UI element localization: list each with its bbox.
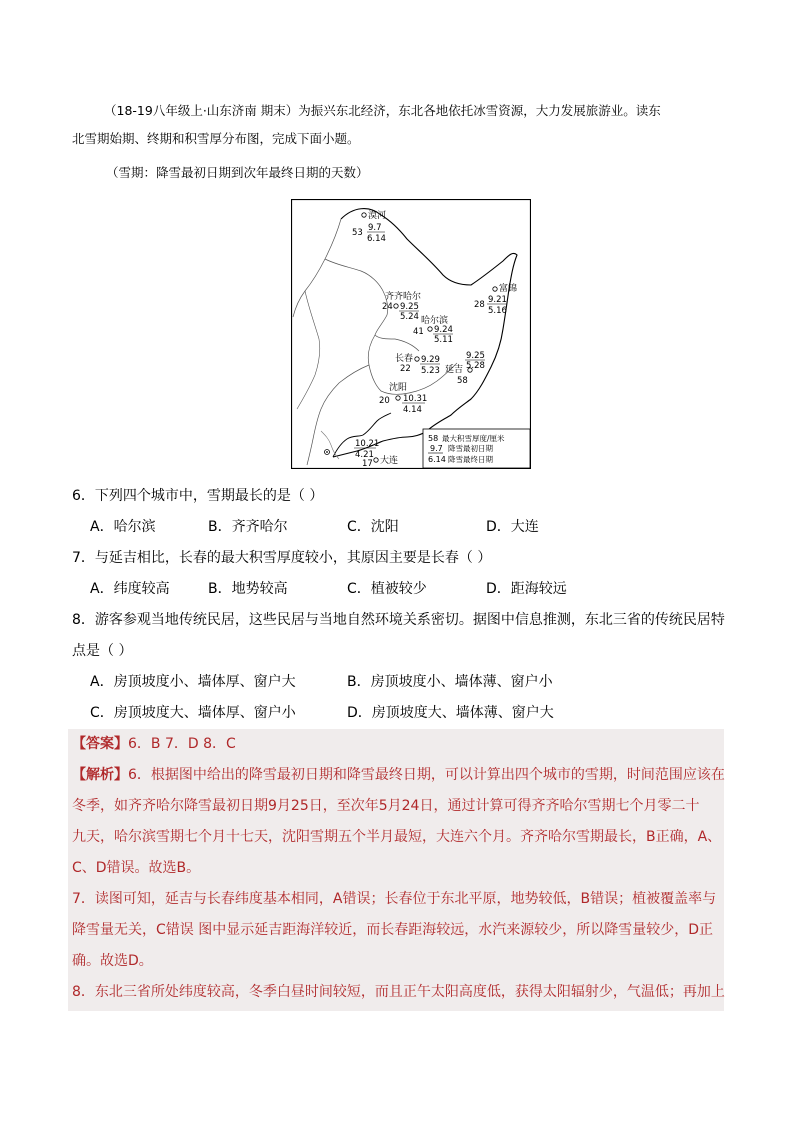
city-name: 漠河: [368, 211, 387, 221]
snow-end: 4.21: [355, 450, 374, 460]
q6-stem: 6．下列四个城市中，雪期最长的是（ ）: [72, 488, 324, 504]
snow-end: 5.16: [488, 306, 507, 316]
snow-start: 9.25: [400, 302, 419, 312]
analysis-line-8: 8．东北三省所处纬度较高，冬季白昼时间较短，而且正午太阳高度低，获得太阳辐射少，气温低；再加上: [72, 984, 725, 1000]
northeast-snow-map: [291, 199, 531, 469]
q6-option-d[interactable]: D．大连: [486, 519, 539, 535]
snow-depth: 17: [362, 459, 373, 469]
q8-stem-line-2: 点是（ ）: [72, 643, 133, 659]
analysis-line-3: 九天，哈尔滨雪期七个月十七天，沈阳雪期五个半月最短，大连六个月。齐齐哈尔雪期最长，B正确，A、: [72, 829, 722, 845]
analysis-line-7: 确。故选D。: [72, 953, 153, 969]
snow-end: 5.24: [400, 312, 419, 322]
legend-depth-label: 最大积雪厚度/厘米: [442, 434, 505, 443]
intro-line-1: （18-19八年级上·山东济南 期末）为振兴东北经济，东北各地依托冰雪资源，大力发展旅游业。读东: [104, 103, 661, 118]
city-name: 富锦: [499, 284, 518, 294]
answer-text: 6．B 7．D 8．C: [128, 736, 236, 752]
snow-depth: 41: [413, 327, 424, 337]
q7-option-d[interactable]: D．距海较远: [486, 581, 567, 597]
city-name: 沈阳: [389, 383, 408, 393]
legend-start-value: 9.7: [430, 444, 443, 453]
snow-end: 4.14: [403, 405, 422, 415]
q8-option-b[interactable]: B．房顶坡度小、墙体薄、窗户小: [347, 674, 553, 690]
city-name: 大连: [380, 456, 399, 466]
city-name: 齐齐哈尔: [385, 292, 422, 302]
answer-tag: 【答案】: [72, 736, 128, 752]
snow-end: 5.11: [434, 335, 453, 345]
intro-line-2: 北雪期始期、终期和积雪厚分布图，完成下面小题。: [72, 131, 360, 146]
q8-option-a[interactable]: A．房顶坡度小、墙体厚、窗户大: [90, 674, 296, 690]
map-legend: [423, 429, 530, 468]
analysis-line-5: 7．读图可知，延吉与长春纬度基本相同，A错误；长春位于东北平原，地势较低，B错误；植被覆盖率与: [72, 891, 717, 907]
analysis-line-4: C、D错误。故选B。: [72, 860, 201, 876]
snow-depth: 20: [379, 396, 390, 406]
q7-option-c[interactable]: C．植被较少: [347, 581, 427, 597]
snow-depth: 28: [474, 300, 485, 310]
analysis-text-1: 6．根据图中给出的降雪最初日期和降雪最终日期，可以计算出四个城市的雪期，时间范围应该在: [128, 767, 725, 783]
snow-start: 9.25: [466, 351, 485, 361]
analysis-line-1: [72, 765, 725, 785]
snow-end: 6.14: [367, 234, 386, 244]
legend-end-label: 降雪最终日期: [448, 455, 493, 464]
snow-depth: 53: [352, 228, 363, 238]
city-name: 长春: [395, 354, 414, 364]
snow-start: 9.21: [488, 295, 507, 305]
intro-note: （雪期：降雪最初日期到次年最终日期的天数）: [106, 165, 369, 180]
city-name: 延吉: [445, 365, 464, 375]
q7-option-a[interactable]: A．纬度较高: [90, 581, 170, 597]
snow-depth: 24: [382, 302, 393, 312]
snow-start: 10.31: [403, 394, 428, 404]
q6-option-a[interactable]: A．哈尔滨: [90, 519, 156, 535]
analysis-tag: 【解析】: [72, 767, 128, 783]
q7-option-b[interactable]: B．地势较高: [208, 581, 288, 597]
snow-start: 9.24: [434, 325, 453, 335]
answer-line: [72, 734, 236, 754]
snow-end: 5.23: [421, 366, 440, 376]
q8-option-c[interactable]: C．房顶坡度大、墙体厚、窗户小: [90, 705, 296, 721]
analysis-line-2: 冬季，如齐齐哈尔降雪最初日期9月25日，至次年5月24日，通过计算可得齐齐哈尔雪期七个月零二十: [72, 798, 700, 814]
snow-start: 9.7: [368, 223, 382, 233]
analysis-line-6: 降雪量无关，C错误 图中显示延吉距海洋较近，而长春距海较远，水汽来源较少，所以降雪量较少，D正: [72, 922, 714, 938]
q6-option-c[interactable]: C．沈阳: [347, 519, 399, 535]
q8-option-d[interactable]: D．房顶坡度大、墙体薄、窗户大: [347, 705, 554, 721]
snow-depth: 22: [400, 364, 411, 374]
snow-end: 5.28: [466, 361, 485, 371]
snow-start: 9.29: [421, 355, 440, 365]
snow-depth: 58: [457, 376, 468, 386]
legend-depth-value: 58: [428, 434, 439, 443]
map-frame: [292, 200, 531, 469]
legend-start-label: 降雪最初日期: [448, 444, 493, 453]
q8-stem-line-1: 8．游客参观当地传统民居，这些民居与当地自然环境关系密切。据图中信息推测，东北三省的传统民居特: [72, 612, 725, 628]
city-name: 哈尔滨: [421, 316, 449, 326]
snow-start: 10.21: [355, 439, 380, 449]
q6-option-b[interactable]: B．齐齐哈尔: [208, 519, 288, 535]
q7-stem: 7．与延吉相比，长春的最大积雪厚度较小，其原因主要是长春（ ）: [72, 550, 492, 566]
legend-end-value: 6.14: [428, 455, 446, 464]
